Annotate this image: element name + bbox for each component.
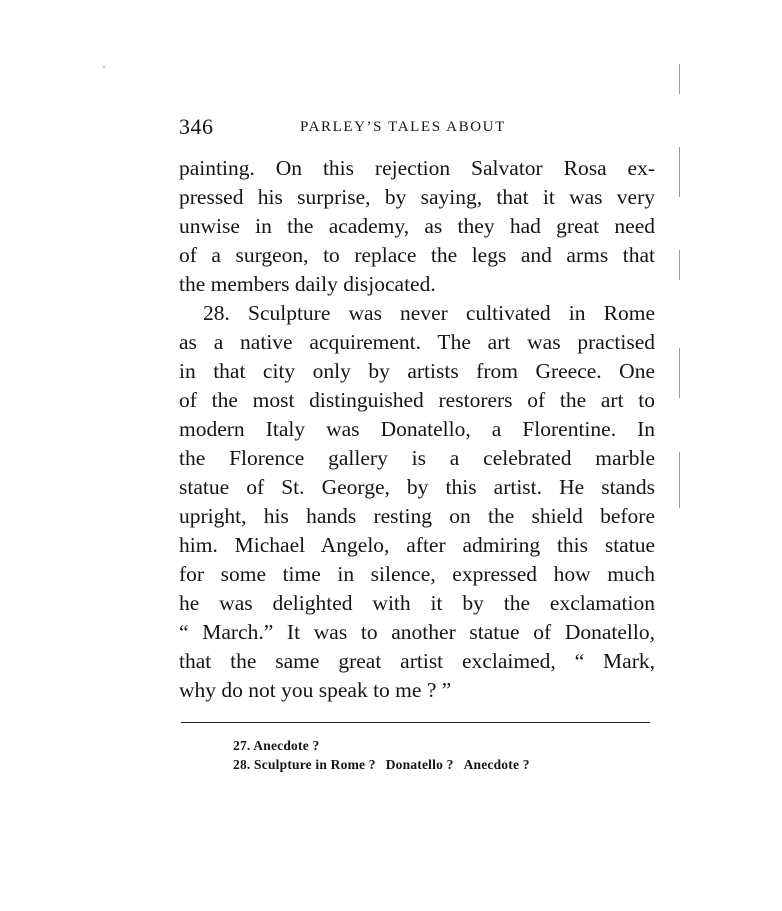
page-number: 346 (179, 114, 214, 139)
text-line: upright, his hands resting on the shield before (179, 504, 655, 528)
footnote-28 (233, 755, 530, 774)
running-title: PARLEY’S TALES ABOUT (300, 119, 506, 135)
scan-bleed-mark (679, 147, 680, 197)
text-line: pressed his surprise, by saying, that it was very (179, 185, 655, 209)
text-line: unwise in the academy, as they had great need (179, 214, 655, 238)
scan-speck (103, 66, 105, 68)
text-line: why do not you speak to me ? ” (179, 678, 452, 702)
footnotes (233, 736, 530, 774)
text-line: statue of St. George, by this artist. He stands (179, 475, 655, 499)
text-line: that the same great artist exclaimed, “ Mark, (179, 649, 655, 673)
scan-bleed-mark (679, 348, 680, 398)
text-line: him. Michael Angelo, after admiring this statue (179, 533, 655, 557)
footnote-28-question-2: Donatello ? (385, 757, 454, 772)
scan-bleed-mark (679, 64, 680, 94)
text-line: he was delighted with it by the exclamation (179, 591, 655, 615)
text-line: of the most distinguished restorers of the art to (179, 388, 655, 412)
scan-bleed-mark (679, 250, 680, 280)
text-line: the members daily disjocated. (179, 272, 436, 296)
footnote-28-question-3: Anecdote ? (463, 757, 530, 772)
page-header (179, 114, 659, 142)
scan-bleed-mark (679, 452, 680, 508)
footnote-27: 27. Anecdote ? (233, 738, 320, 753)
text-line: modern Italy was Donatello, a Florentine. In (179, 417, 655, 441)
text-line: as a native acquirement. The art was practised (179, 330, 655, 354)
body-text (179, 154, 655, 705)
text-line: for some time in silence, expressed how much (179, 562, 655, 586)
footnote-28-question-1: 28. Sculpture in Rome ? (233, 757, 376, 772)
text-line: of a surgeon, to replace the legs and arms that (179, 243, 655, 267)
text-line: painting. On this rejection Salvator Rosa ex- (179, 156, 655, 180)
text-line: 28. Sculpture was never cultivated in Rome (203, 301, 655, 325)
footnote-divider (181, 722, 650, 723)
text-line: in that city only by artists from Greece. One (179, 359, 655, 383)
text-line: “ March.” It was to another statue of Donatello, (179, 620, 655, 644)
text-line: the Florence gallery is a celebrated marble (179, 446, 655, 470)
